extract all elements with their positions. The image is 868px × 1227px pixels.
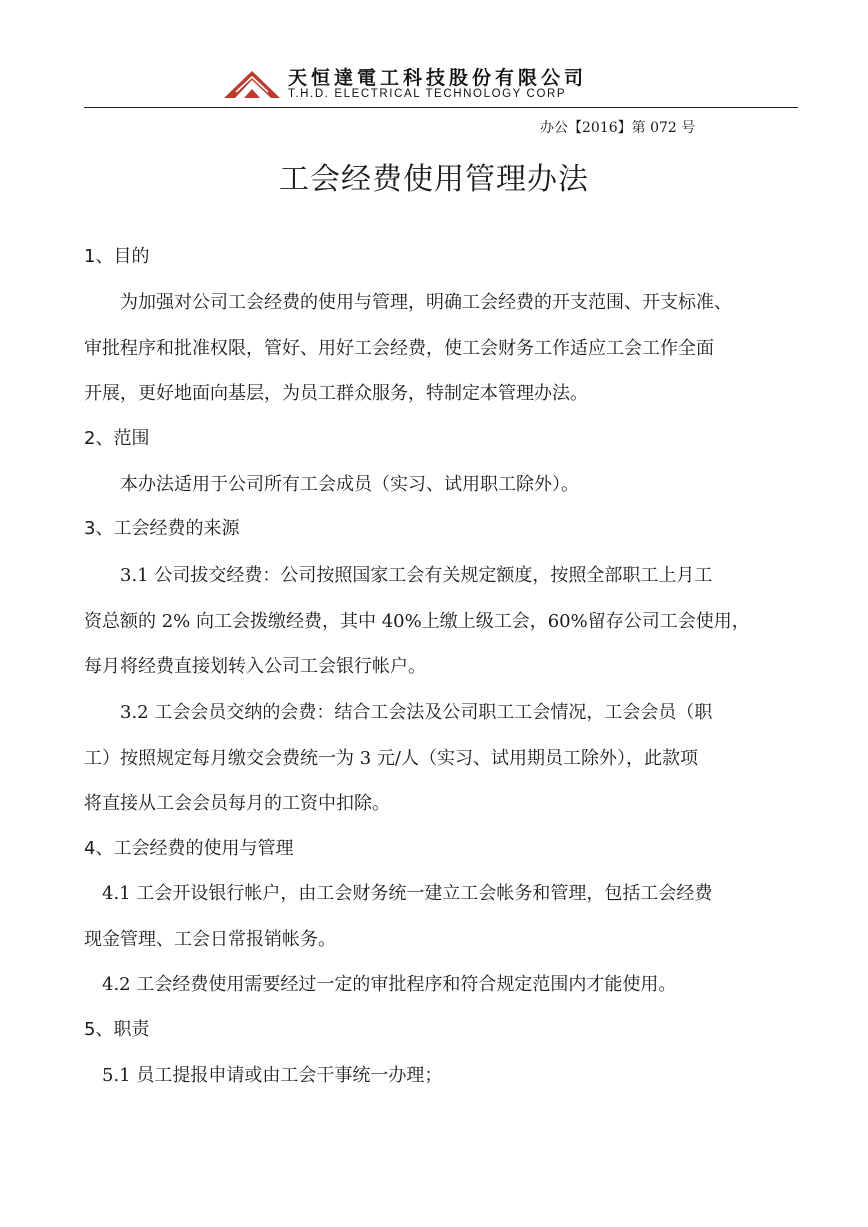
section-heading: 3、工会经费的来源 [84, 518, 240, 539]
header-divider [84, 107, 798, 108]
letterhead [222, 66, 672, 102]
thd-logo-icon [222, 68, 282, 100]
section-heading: 4、工会经费的使用与管理 [84, 838, 294, 859]
section-heading: 5、职责 [84, 1019, 150, 1040]
paragraph-line: 现金管理、工会日常报销帐务。 [84, 929, 336, 950]
document-title: 工会经费使用管理办法 [279, 162, 589, 197]
document-number: 办公【2016】第 072 号 [540, 120, 696, 136]
paragraph-line: 审批程序和批准权限，管好、用好工会经费，使工会财务工作适应工会工作全面 [84, 338, 714, 359]
company-name-cn: 天恒達電工科技股份有限公司 [288, 67, 588, 89]
paragraph-line: 5.1 员工提报申请或由工会干事统一办理； [102, 1065, 443, 1086]
section-heading: 2、范围 [84, 428, 150, 449]
paragraph-line: 4.2 工会经费使用需要经过一定的审批程序和符合规定范围内才能使用。 [102, 974, 677, 995]
paragraph-line: 工）按照规定每月缴交会费统一为 3 元/人（实习、试用期员工除外），此款项 [84, 748, 698, 769]
paragraph-line: 4.1 工会开设银行帐户，由工会财务统一建立工会帐务和管理，包括工会经费 [102, 883, 713, 904]
paragraph-line: 每月将经费直接划转入公司工会银行帐户。 [84, 656, 426, 677]
paragraph-line: 开展，更好地面向基层，为员工群众服务，特制定本管理办法。 [84, 383, 588, 404]
paragraph-line: 为加强对公司工会经费的使用与管理，明确工会经费的开支范围、开支标准、 [120, 292, 732, 313]
paragraph-line: 资总额的 2% 向工会拨缴经费，其中 40%上缴上级工会，60%留存公司工会使用， [84, 611, 750, 632]
company-name-en: T.H.D. ELECTRICAL TECHNOLOGY CORP [288, 88, 567, 100]
paragraph-line: 3.1 公司拔交经费：公司按照国家工会有关规定额度，按照全部职工上月工 [120, 565, 713, 586]
section-heading: 1、目的 [84, 246, 150, 267]
paragraph-line: 本办法适用于公司所有工会成员（实习、试用职工除外）。 [120, 474, 579, 495]
paragraph-line: 3.2 工会会员交纳的会费：结合工会法及公司职工工会情况，工会会员（职 [120, 702, 713, 723]
paragraph-line: 将直接从工会会员每月的工资中扣除。 [84, 793, 390, 814]
